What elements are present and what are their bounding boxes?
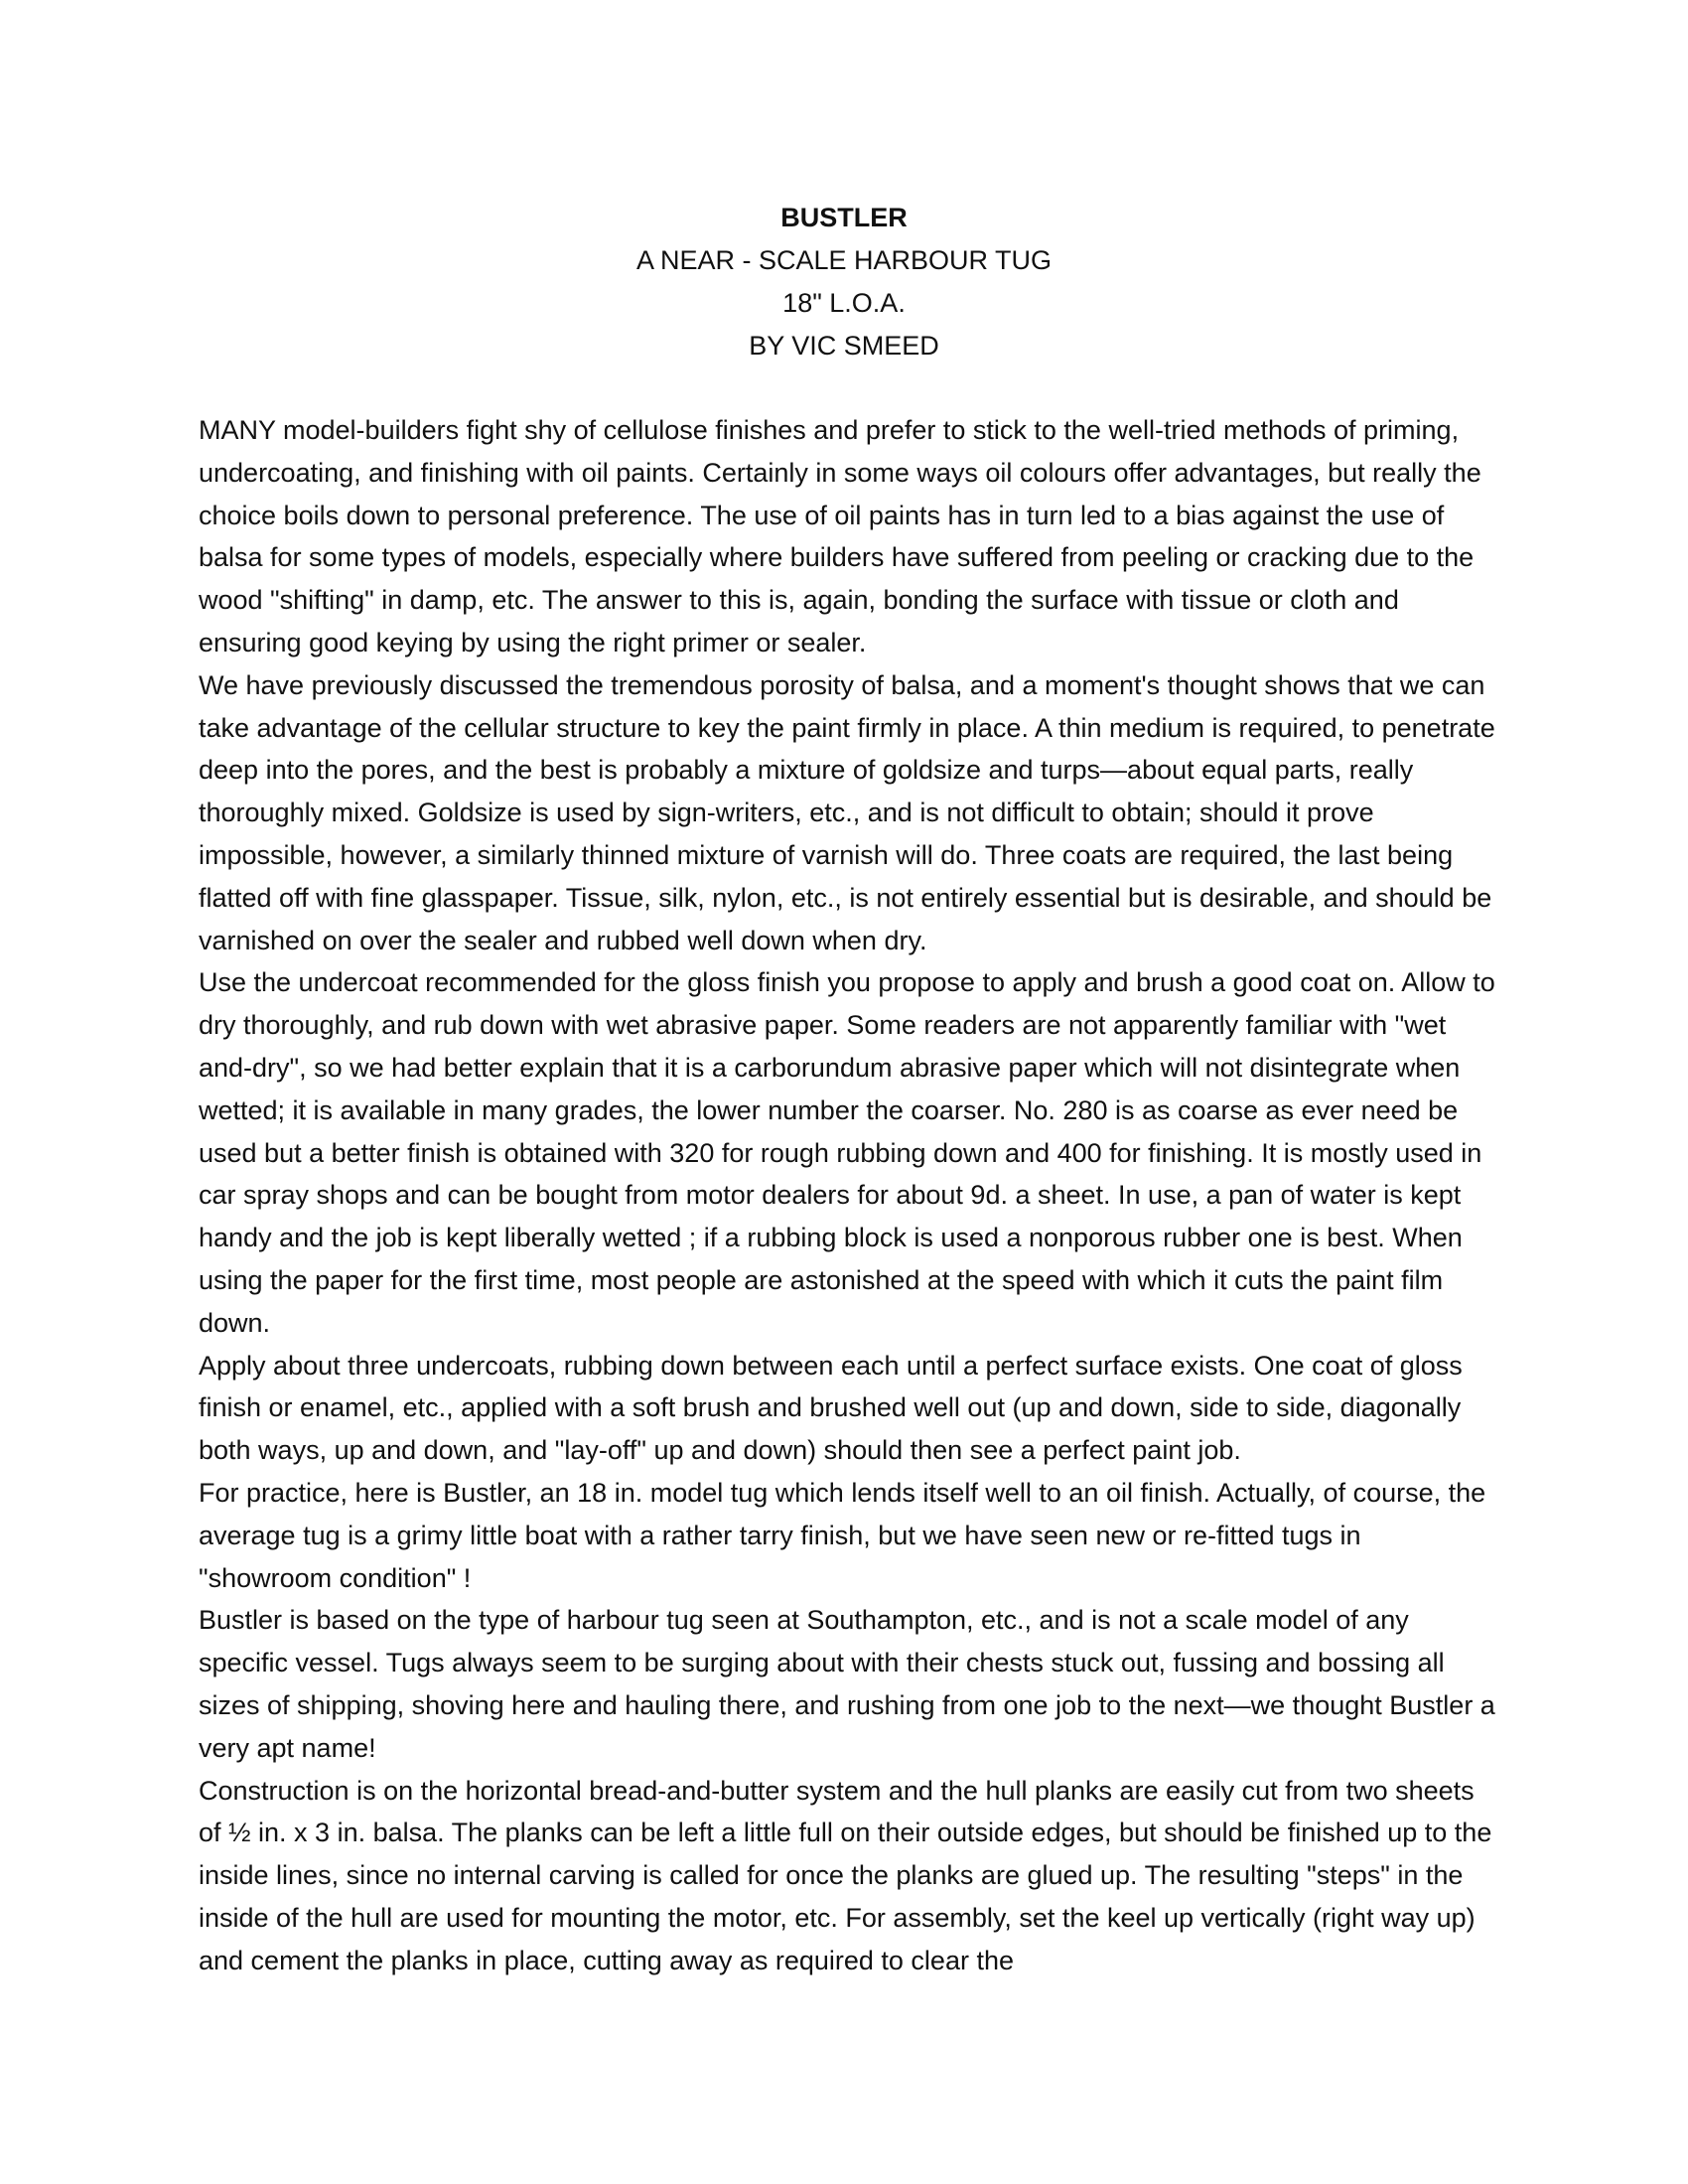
article-title: BUSTLER — [780, 203, 908, 232]
article-body — [199, 409, 1497, 1981]
article-byline: BY VIC SMEED — [749, 331, 939, 361]
paragraph-7: Construction is on the horizontal bread-and-butter system and the hull planks are easily cut from two sheets of ½ in. x 3 in. balsa. The planks can be left a little full on their outside edges, but should be finished up to the inside lines, since no internal carving is called for once the planks are glued up. The resulting "steps" in the inside of the hull are used for mounting the motor, etc. For assembly, set the keel up vertically (right way up) and cement the planks in place, cutting away as required to clear the — [199, 1775, 1492, 1975]
paragraph-6: Bustler is based on the type of harbour tug seen at Southampton, etc., and is not a scale model of any specific vessel. Tugs always seem to be surging about with their chests stuck out, fussing and bossing all sizes of shipping, shoving here and hauling there, and rushing from one job to the next—we thought Bustler a very apt name! — [199, 1605, 1495, 1763]
article-header — [0, 197, 1688, 367]
paragraph-3: Use the undercoat recommended for the gloss finish you propose to apply and brush a good coat on. Allow to dry thoroughly, and rub down with wet abrasive paper. Some readers are not apparently familiar with "wet and-dry", so we had better explain that it is a carborundum abrasive paper which will not disintegrate when wetted; it is available in many grades, the lower number the coarser. No. 280 is as coarse as ever need be used but a better finish is obtained with 320 for rough rubbing down and 400 for finishing. It is mostly used in car spray shops and can be bought from motor dealers for about 9d. a sheet. In use, a pan of water is kept handy and the job is kept liberally wetted ; if a rubbing block is used a nonporous rubber one is best. When using the paper for the first time, most people are astonished at the speed with which it cuts the paint film down. — [199, 967, 1495, 1338]
paragraph-5: For practice, here is Bustler, an 18 in. model tug which lends itself well to an oil finish. Actually, of course, the average tug is a grimy little boat with a rather tarry finish, but we have seen new or re-fitted tugs in "showroom condition" ! — [199, 1477, 1486, 1593]
article-subtitle: A NEAR - SCALE HARBOUR TUG — [635, 245, 1053, 275]
paragraph-1: MANY model-builders fight shy of cellulose finishes and prefer to stick to the well-tried methods of priming, undercoating, and finishing with oil paints. Certainly in some ways oil colours offer advantages, but really the choice boils down to personal preference. The use of oil paints has in turn led to a bias against the use of balsa for some types of models, especially where builders have suffered from peeling or cracking due to the wood "shifting" in damp, etc. The answer to this is, again, bonding the surface with tissue or cloth and ensuring good keying by using the right primer or sealer. — [199, 415, 1481, 657]
paragraph-4: Apply about three undercoats, rubbing down between each until a perfect surface exists. One coat of gloss finish or enamel, etc., applied with a soft brush and brushed well out (up and down, side to side, diagonally both ways, up and down, and "lay-off" up and down) should then see a perfect paint job. — [199, 1350, 1463, 1466]
article-length: 18" L.O.A. — [782, 288, 906, 318]
paragraph-2: We have previously discussed the tremendous porosity of balsa, and a moment's thought shows that we can take advantage of the cellular structure to key the paint firmly in place. A thin medium is required, to penetrate deep into the pores, and the best is probably a mixture of goldsize and turps—about equal parts, really thoroughly mixed. Goldsize is used by sign-writers, etc., and is not difficult to obtain; should it prove impossible, however, a similarly thinned mixture of varnish will do. Three coats are required, the last being flatted off with fine glasspaper. Tissue, silk, nylon, etc., is not entirely essential but is desirable, and should be varnished on over the sealer and rubbed well down when dry. — [199, 669, 1495, 955]
